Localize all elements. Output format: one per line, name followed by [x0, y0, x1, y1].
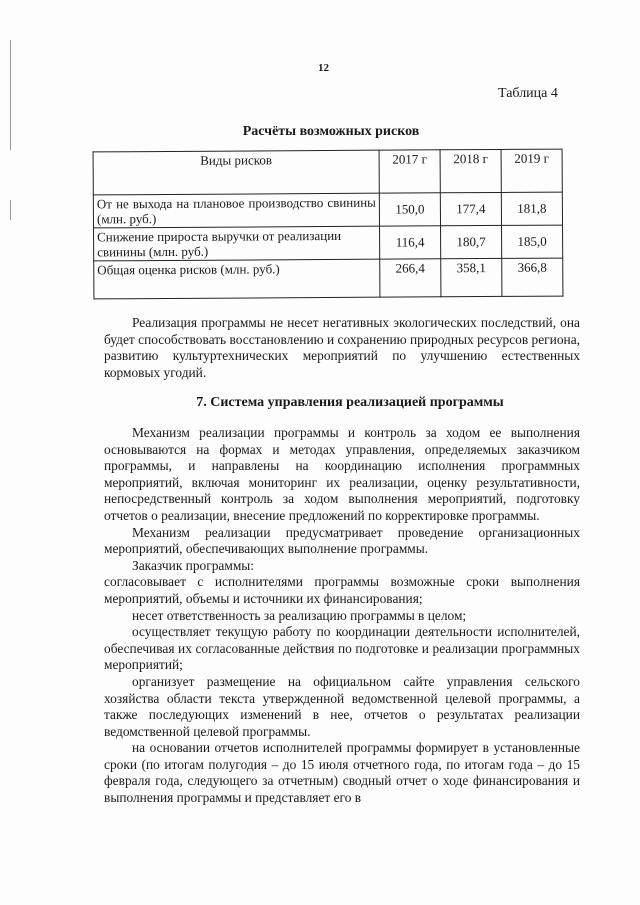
- table-header-2019: 2019 г: [501, 149, 562, 192]
- body-paragraph: Заказчик программы:: [132, 557, 255, 573]
- table-row: [93, 192, 562, 228]
- table-row: [94, 258, 563, 299]
- body-paragraph: согласовывает с исполнителями программы возможные сроки выполнения мероприятий, объемы и источники их финансирования;: [104, 574, 580, 606]
- table-cell-value: 185,0: [502, 225, 563, 258]
- table-cell-risk-name: Общая оценка рисков (млн. руб.): [94, 259, 380, 299]
- table-header-2018: 2018 г: [440, 149, 501, 192]
- table-label: Таблица 4: [498, 86, 558, 101]
- table-row: [94, 225, 563, 261]
- table-header-row: [93, 149, 562, 195]
- scan-margin-mark: [10, 200, 11, 220]
- table-cell-value: 181,8: [501, 192, 562, 225]
- risks-table: [93, 149, 564, 300]
- table-cell-risk-name: Снижение прироста выручки от реализации свинины (млн. руб.): [94, 226, 380, 261]
- table-cell-value: 366,8: [502, 258, 563, 296]
- table-cell-value: 266,4: [380, 259, 441, 297]
- table-cell-value: 116,4: [380, 226, 441, 259]
- body-paragraph: осуществляет текущую работу по координации деятельности исполнителей, обеспечивая их согласованные действия по подготовке и реализации программных мероприятий;: [104, 624, 580, 673]
- body-paragraph: организует размещение на официальном сайте управления сельского хозяйства области текста утвержденной ведомственной целевой программы, а также последующих изменений в нее, отчетов о результатах реализации ведомственной целевой программы.: [104, 673, 580, 739]
- section-body: [104, 425, 580, 807]
- section-heading: 7. Система управления реализацией программы: [196, 395, 504, 410]
- table-cell-value: 150,0: [379, 193, 440, 226]
- body-paragraph: несет ответственность за реализацию программы в целом;: [132, 607, 467, 623]
- body-paragraph: Механизм реализации программы и контроль за ходом ее выполнения основываются на формах и методах управления, определяемых заказчиком программы, и направлены на координацию исполнения программных мероприятий, включая мониторинг их реализации, оценку результативности, непосредственный контроль за ходом выполнения мероприятий, подготовку отчетов о реализации, внесение предложений по корректировке программы.: [104, 425, 580, 523]
- ecology-paragraph: Реализация программы не несет негативных экологических последствий, она будет способствовать восстановлению и сохранению природных ресурсов региона, развитию культуртехнических мероприятий по улучшению естественных кормовых угодий.: [104, 315, 580, 380]
- body-paragraph: на основании отчетов исполнителей программы формирует в установленные сроки (по итогам полугодия – до 15 июля отчетного года, по итогам года – до 15 февраля года, следующего за отчетным) сводный отчет о ходе финансирования и выполнения программы и представляет его в: [104, 740, 580, 806]
- table-cell-value: 177,4: [440, 192, 501, 225]
- page-number: 12: [318, 62, 329, 74]
- table-header-risk-type: Виды рисков: [93, 150, 379, 195]
- table-cell-value: 358,1: [441, 258, 502, 296]
- table-header-2017: 2017 г: [379, 150, 440, 193]
- ecology-paragraph-block: [104, 315, 580, 381]
- table-cell-value: 180,7: [441, 225, 502, 258]
- table-title: Расчёты возможных рисков: [242, 124, 420, 139]
- table-cell-risk-name: От не выхода на плановое производство свинины (млн. руб.): [93, 193, 379, 228]
- body-paragraph: Механизм реализации предусматривает проведение организационных мероприятий, обеспечивающих выполнение программы.: [104, 524, 580, 557]
